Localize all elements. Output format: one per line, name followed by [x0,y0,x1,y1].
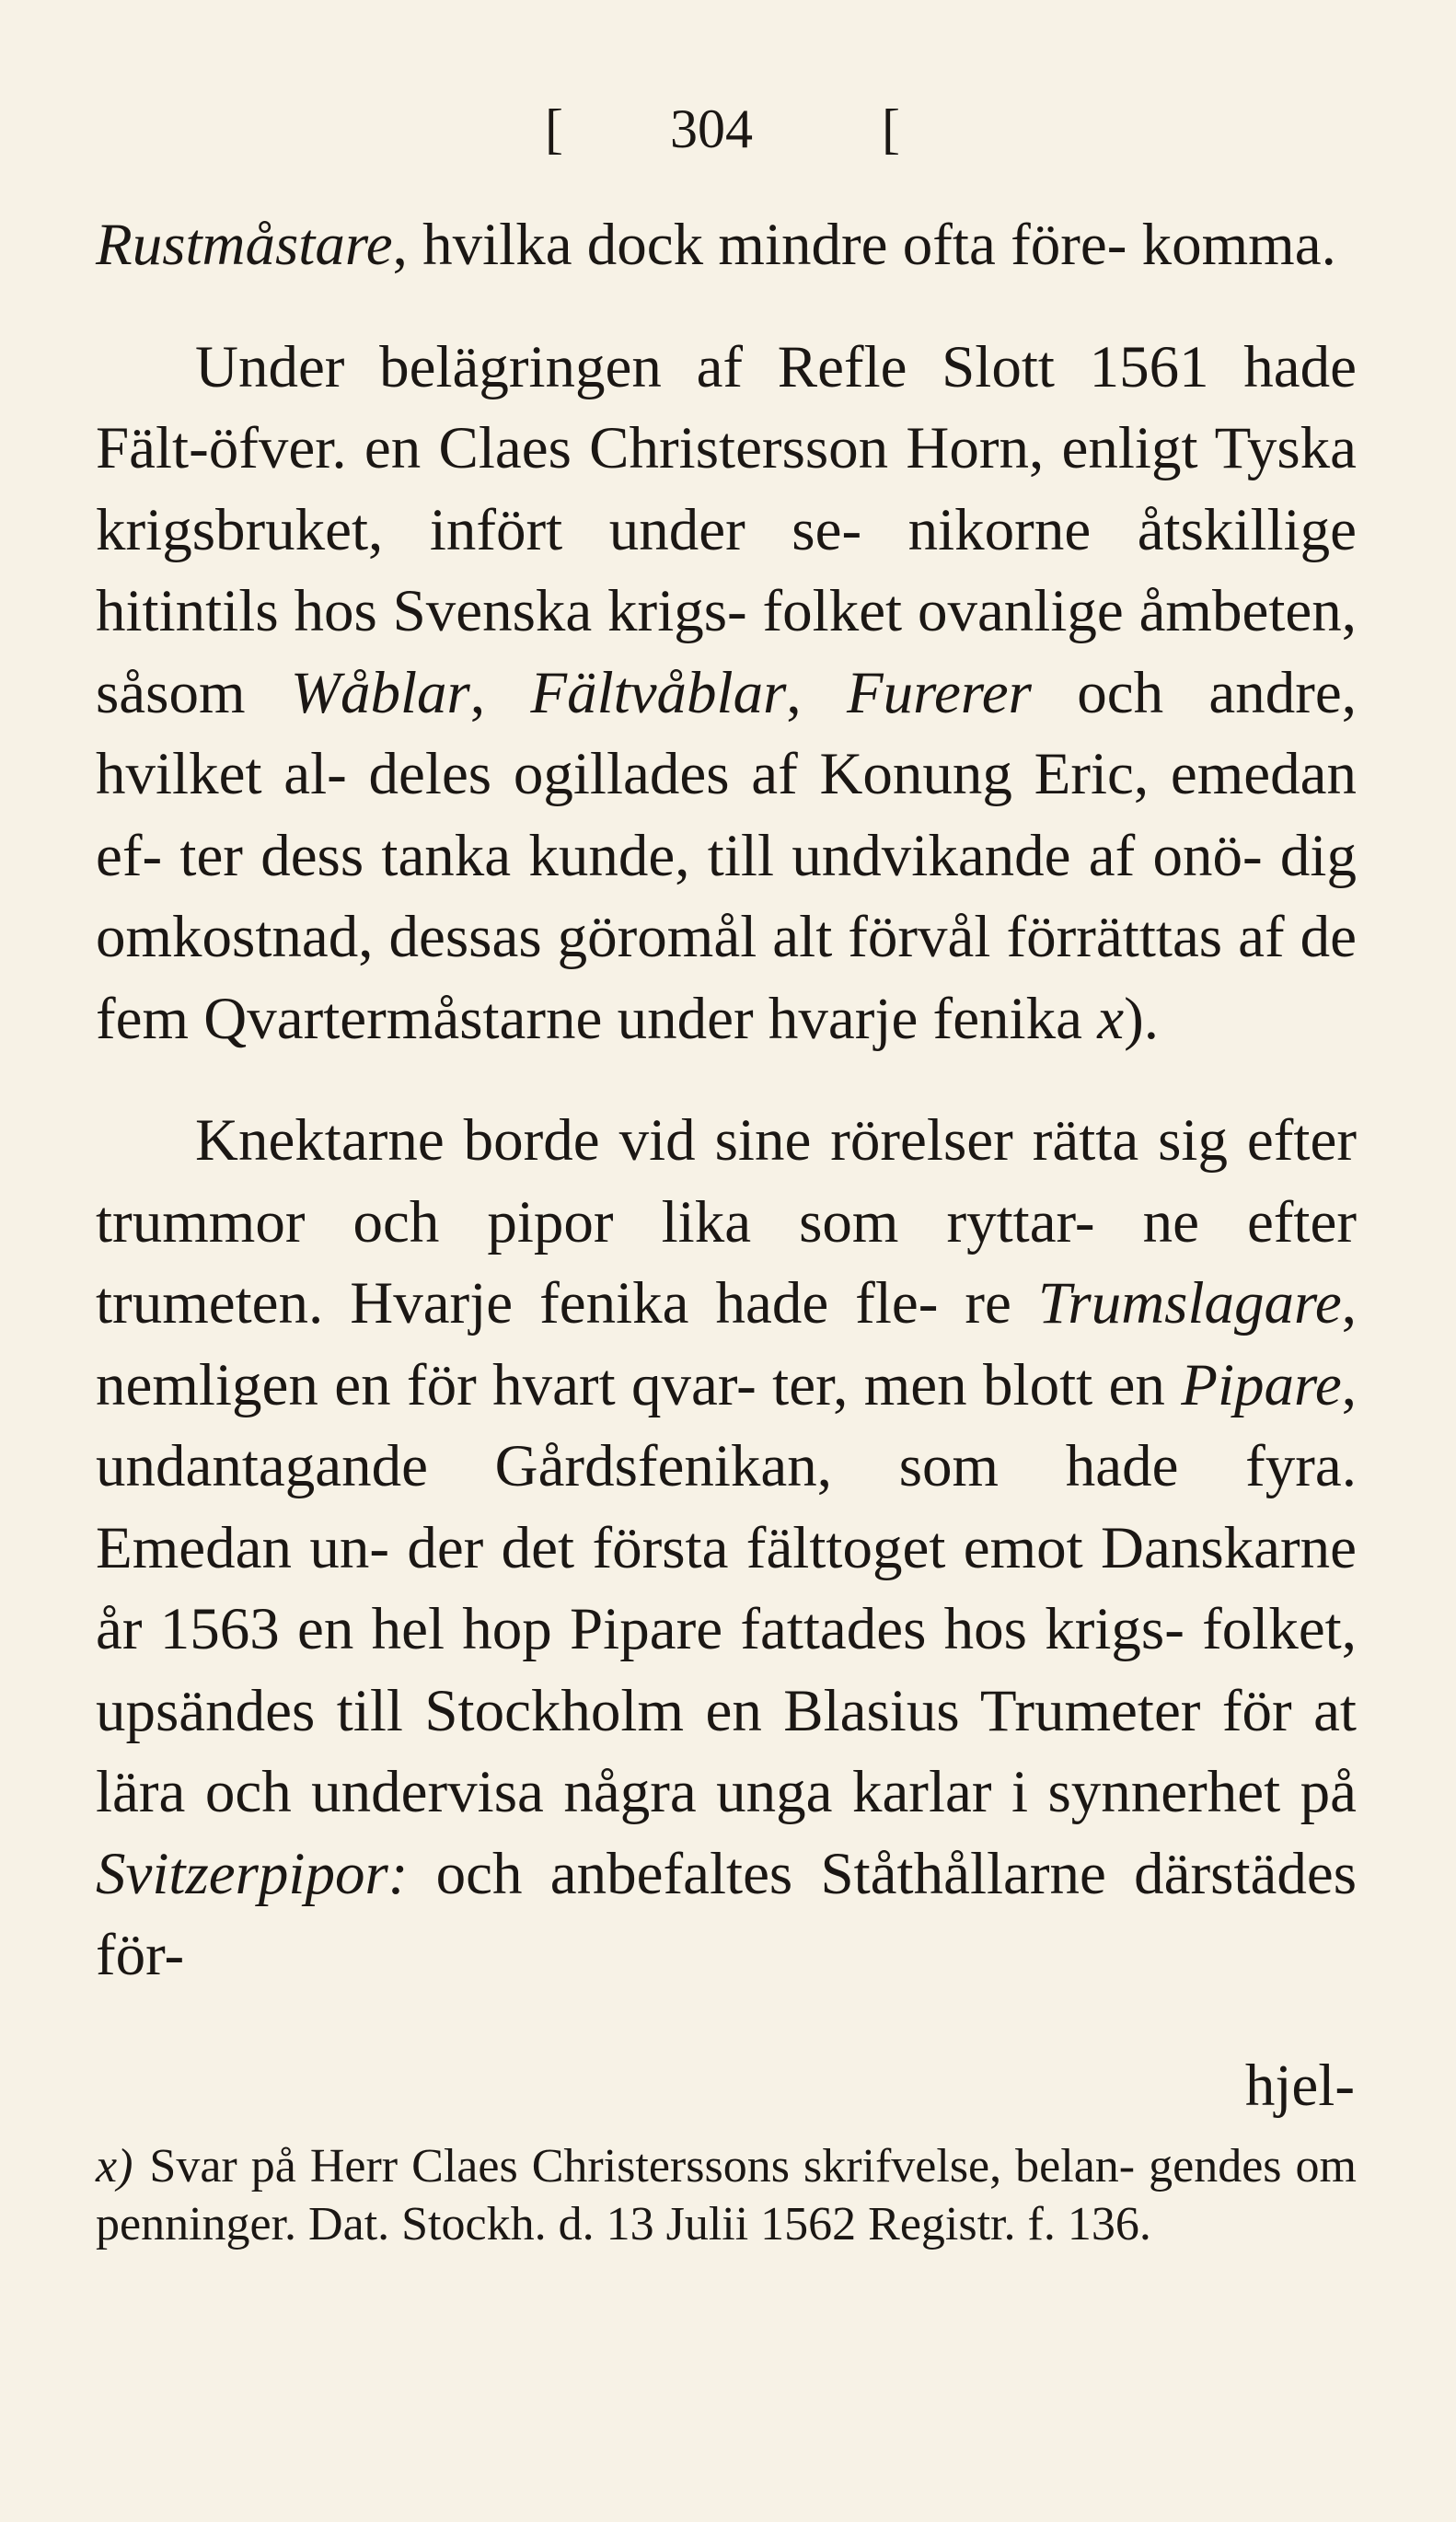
paragraph-2-seg-6: och andre, hvilket al- deles ogillades af Konung Eric, emedan ef- ter dess tanka kunde, till undvikande af onö- dig omkostnad, dessas göromål alt förvål förrätttas af de fem Qvartermåstarne under hvarje fenika [96,659,1358,1052]
header-right-bracket: [ [882,98,900,159]
footnote-paragraph [96,2137,1357,2253]
paragraph-3-seg-6: och anbefaltes Ståthållarne därstädes för- [96,1840,1357,1988]
footnote-text: Svar på Herr Claes Christerssons skrifvelse, belan- gendes om penninger. Dat. Stockh. d. 13 Julii 1562 Registr. f. 136. [96,2140,1357,2250]
page-header [0,92,1456,166]
footnote-mark: x) [96,2140,133,2192]
paragraph-gap [96,286,1357,327]
header-left-bracket: [ [545,98,563,159]
paragraph-3 [96,1100,1357,1996]
body-text [96,204,1357,1996]
paragraph-2-seg-4: , [786,659,847,726]
catchword: hjel- [1244,2053,1355,2119]
paragraph-gap [96,1059,1357,1100]
paragraph-2-seg-8: ). [1124,985,1159,1052]
paragraph-3-seg-3: Pipare [1181,1351,1342,1418]
paragraph-3-seg-0: Knektarne borde vid sine rörelser rätta sig efter trummor och pipor lika som ryttar- ne efter trumeten. Hvarje fenika hade fle- re [96,1107,1357,1336]
paragraph-3-seg-4: , undantagande Gårdsfenikan, som hade fyra. Emedan un- der det första fälttoget emot Danskarne år 1563 en hel hop Pipare fattades hos krigs- folket, upsändes till Stockholm en Blasius Trumeter för at lära och undervisa några unga karlar i synnerhet på [96,1351,1357,1825]
paragraph-2 [96,327,1357,1060]
paragraph-3-seg-1: Trumslagare [1037,1270,1342,1336]
footnote [96,2137,1357,2253]
paragraph-2-seg-3: Fältvåblar [530,659,787,726]
paragraph-3-seg-5: Svitzerpipor: [96,1840,409,1907]
paragraph-2-seg-0: Under belägringen af Refle Slott 1561 hade Fält-öfver. en Claes Christersson Horn, enligt Tyska krigsbruket, infört under se- nikorne åtskillige hitintils hos Svenska krigs- folket ovanlige åmbeten, såsom [96,333,1357,726]
paragraph-2-seg-7: x [1097,985,1125,1052]
paragraph-1-seg-0: Rustmåstare [96,212,393,278]
paragraph-2-seg-1: Wåblar [290,659,470,726]
paragraph-2-seg-5: Furerer [846,659,1032,726]
page-number: 304 [670,98,753,159]
paragraph-3-seg-2: , nemligen en för hvart qvar- ter, men blott en [96,1270,1357,1418]
paragraph-1 [96,204,1357,286]
paragraph-2-seg-2: , [469,659,531,726]
paragraph-1-seg-1: , hvilka dock mindre ofta före- komma. [392,212,1336,278]
